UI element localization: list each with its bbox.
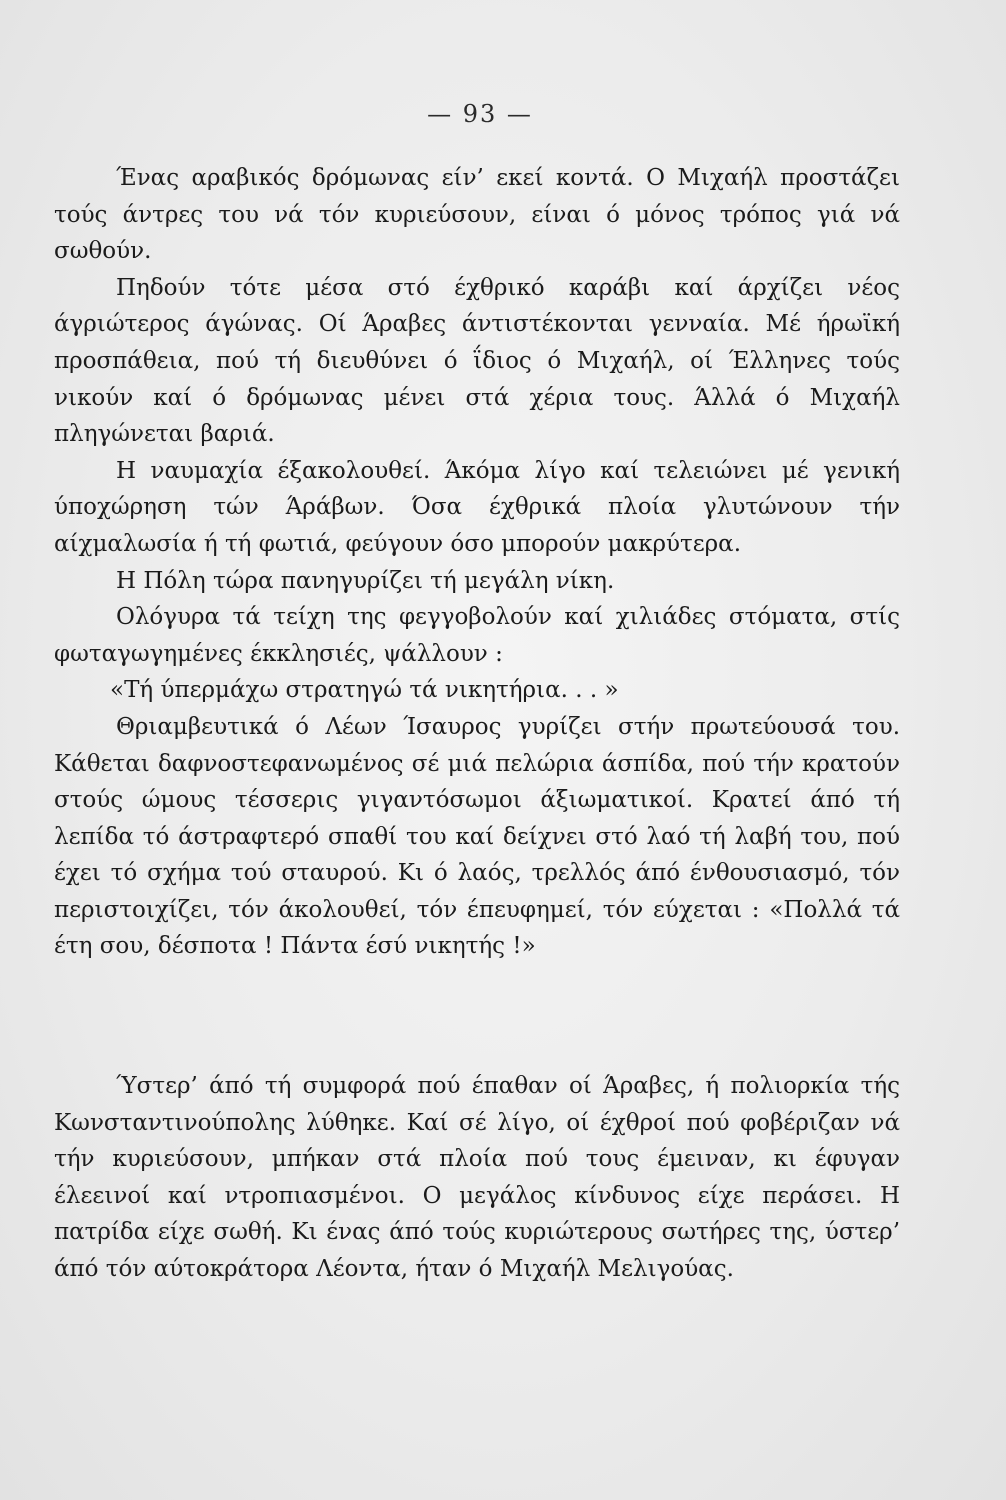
paragraph: Ένας αραβικός δρόμωνας είν’ εκεί κοντά. Ο Μιχαήλ προστάζει τούς άντρες του νά τόν κυριεύσουν, είναι ό μόνος τρόπος γιά νά σωθούν. [54, 165, 900, 265]
paragraph: Πηδούν τότε μέσα στό έχθρικό καράβι καί άρχίζει νέος άγριώτερος άγώνας. Οί Άραβες άντιστέκονται γενναία. Μέ ήρωϊκή προσπάθεια, πού τή διευθύνει ό ΐδιος ό Μιχαήλ, οί Έλληνες τούς νικούν καί ό δρόμωνας μένει στά χέρια τους. Άλλά ό Μιχαήλ πληγώνεται βαριά. [54, 274, 900, 448]
hymn-quote: «Τή ύπερμάχω στρατηγώ τά νικητήρια. . . » [110, 677, 619, 704]
closing-text-section [54, 1068, 900, 1288]
paragraph: Ύστερ’ άπό τή συμφορά πού έπαθαν οί Άραβες, ή πολιορκία τής Κωνσταντινούπολης λύθηκε. Καί σέ λίγο, οί έχθροί πού φοβέριζαν νά τήν κυριεύσουν, μπήκαν στά πλοία πού τους έμειναν, κι έφυγαν έλεεινοί καί ντροπιασμένοι. Ο μεγάλος κίνδυνος είχε περάσει. Η πατρίδα είχε σωθή. Κι ένας άπό τούς κυριώτερους σωτήρες της, ύστερ’ άπό τόν αύτοκράτορα Λέοντα, ήταν ό Μιχαήλ Μελιγούας. [54, 1073, 900, 1282]
paragraph: Η ναυμαχία έξακολουθεί. Άκόμα λίγο καί τελειώνει μέ γενική ύποχώρηση τών Άράβων. Όσα έχθρικά πλοία γλυτώνουν τήν αίχμαλωσία ή τή φωτιά, φεύγουν όσο μπορούν μακρύτερα. [54, 457, 900, 557]
paragraph: Ολόγυρα τά τείχη της φεγγοβολούν καί χιλιάδες στόματα, στίς φωταγωγημένες έκκλησιές, ψάλλουν : [54, 604, 900, 667]
paragraph: Θριαμβευτικά ό Λέων Ίσαυρος γυρίζει στήν πρωτεύουσά του. Κάθεται δαφνοστεφανωμένος σέ μιά πελώρια άσπίδα, πού τήν κρατούν στούς ώμους τέσσερις γιγαντόσωμοι άξιωματικοί. Κρατεί άπό τή λεπίδα τό άστραφτερό σπαθί του καί δείχνει στό λαό τή λαβή του, πού έχει τό σχήμα τού σταυρού. Κι ό λαός, τρελλός άπό ένθουσιασμό, τόν περιστοιχίζει, τόν άκολουθεί, τόν έπευφημεί, τόν εύχεται : «Πολλά τά έτη σου, δέσποτα ! Πάντα έσύ νικητής !» [54, 713, 900, 960]
main-text-section [54, 160, 900, 965]
paragraph: Η Πόλη τώρα πανηγυρίζει τή μεγάλη νίκη. [116, 567, 615, 594]
page-number: — 93 — [427, 100, 533, 128]
